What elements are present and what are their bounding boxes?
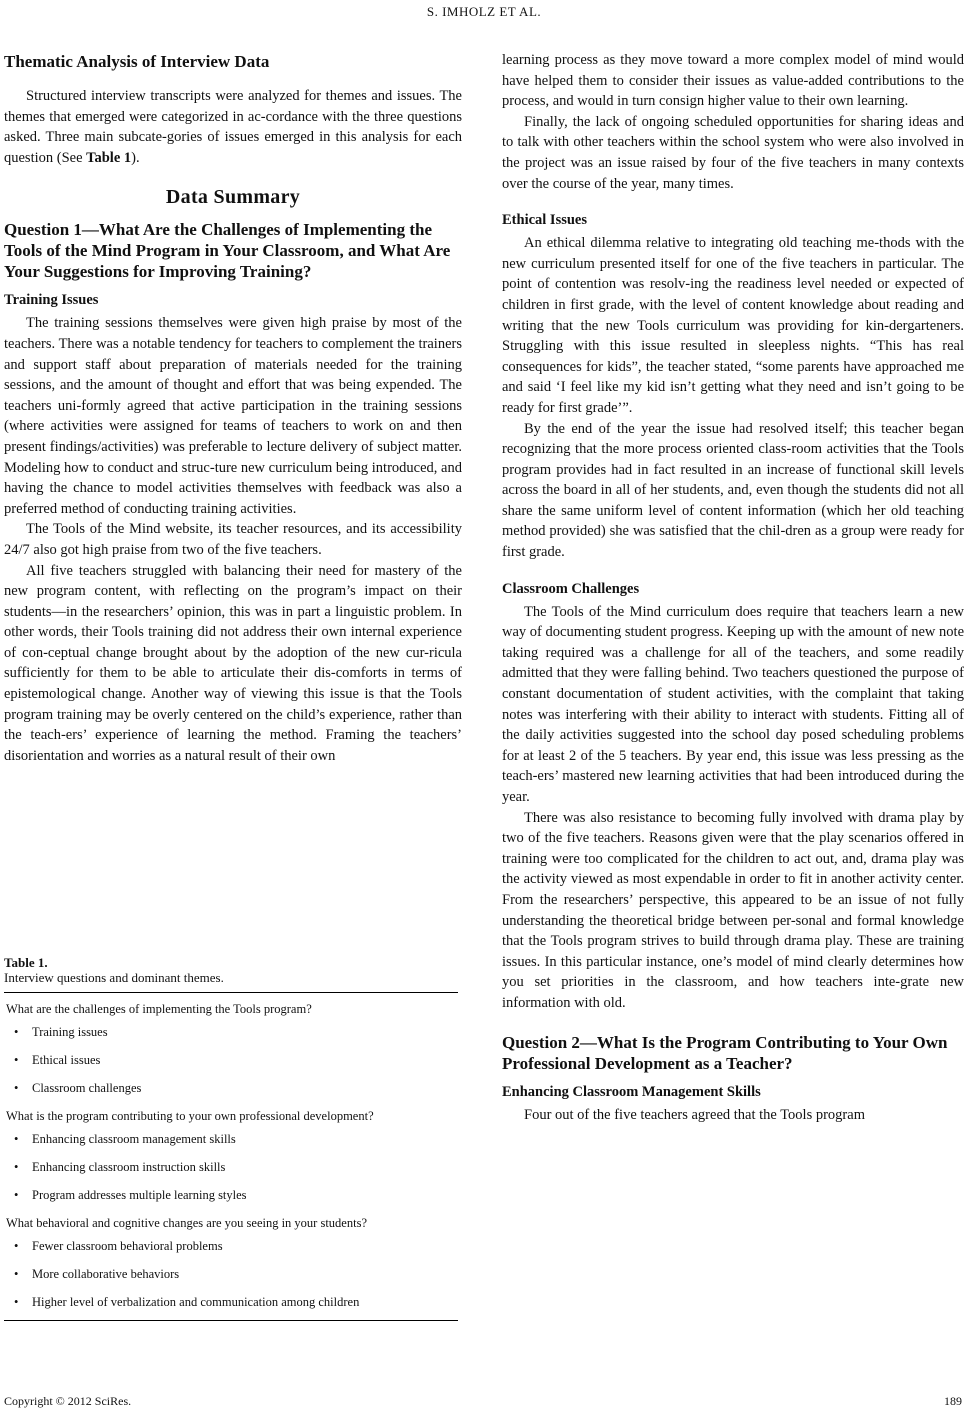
table-item-text: Program addresses multiple learning styles bbox=[32, 1188, 247, 1202]
table-item bbox=[14, 1132, 458, 1147]
thematic-analysis-paragraph bbox=[4, 86, 462, 168]
thematic-para-tail: ). bbox=[131, 149, 140, 166]
continued-paragraph: learning process as they move toward a more complex model of mind would have helped them to consider their issues as value-added contributions to the process, and would in turn consign higher value to their own learning. bbox=[502, 52, 964, 110]
classroom-paragraph-1: The Tools of the Mind curriculum does require that teachers learn a new way of documenting student progress. Keeping up with the amount of new note taking required was a challenge for all of the teachers, and some readily admitted that they were falling behind. Two teachers questioned the purpose of constant documentation of student activities, with the complaint that taking notes was interfering with their ability to interact with students. Fitting all of the daily activities suggested into the school day posed scheduling problems for at least 2 of the 5 teachers. By year end, this issue was less pressing as the teach-ers’ mastered new learning activities that had been introduced during the year. bbox=[502, 603, 964, 805]
copyright-notice: Copyright © 2012 SciRes. bbox=[4, 1394, 132, 1408]
classroom-challenges-heading: Classroom Challenges bbox=[502, 580, 640, 597]
thematic-analysis-heading: Thematic Analysis of Interview Data bbox=[4, 52, 270, 71]
table-item bbox=[14, 1267, 458, 1282]
spacer bbox=[502, 563, 964, 581]
question-2-heading: Question 2—What Is the Program Contributing to Your Own Professional Development as a Teacher? bbox=[502, 1032, 948, 1073]
left-column bbox=[4, 52, 462, 766]
ethical-paragraph-1: An ethical dilemma relative to integrating old teaching me-thods with the new curriculum presented itself for one of the five teachers in particular. The point of contention was resolv-ing the readiness level needed or expected of children in first grade, with the level of content knowledge about reading and writing that the new Tools curriculum was providing for kin-dergarteners. Struggling with this issue resulted in sleepless nights. “This has real consequences for kids”, the teacher stated, “some parents have approached me and said ‘I feel like my kid isn’t getting what they need and isn’t going to be ready for first grade’”. bbox=[502, 235, 964, 416]
table-item bbox=[14, 1239, 458, 1254]
classroom-management-heading: Enhancing Classroom Management Skills bbox=[502, 1083, 761, 1100]
question-1-heading: Question 1—What Are the Challenges of Implementing the Tools of the Mind Program in Your Classroom, and What Are Your Suggestions for Improving Training? bbox=[4, 220, 451, 282]
bullet-icon: • bbox=[14, 1188, 19, 1202]
table-item-text: Classroom challenges bbox=[32, 1081, 142, 1095]
data-summary-heading: Data Summary bbox=[165, 186, 301, 209]
management-paragraph: Four out of the five teachers agreed that the Tools program bbox=[524, 1106, 865, 1123]
table-1 bbox=[4, 955, 458, 1321]
bullet-icon: • bbox=[14, 1132, 19, 1146]
bullet-icon: • bbox=[14, 1025, 19, 1039]
bullet-icon: • bbox=[14, 1160, 19, 1174]
running-head: S. IMHOLZ ET AL. bbox=[426, 4, 542, 19]
right-column bbox=[502, 50, 964, 1125]
table-item bbox=[14, 1081, 458, 1096]
table-item bbox=[14, 1160, 458, 1175]
table-caption: Interview questions and dominant themes. bbox=[4, 970, 224, 985]
spacer bbox=[502, 194, 964, 212]
classroom-paragraph-2: There was also resistance to becoming fully involved with drama play by two of the five teachers. Reasons given were that the play scenarios offered in training were too complicated for the children to act out, and, drama play was the activity viewed as most expendable in order to fit in another activity center. From the researchers’ perspective, this appeared to be an issue of not fully understanding the theoretical bridge between per-sonal and formal knowledge that the Tools program strives to build through drama play. These are training issues. In this particular instance, one’s model of mind clearly determines how you set priorities in the classroom, and how teachers inte-grate new information with old. bbox=[502, 809, 964, 1011]
thematic-para-text: Structured interview transcripts were analyzed for themes and issues. The themes that emerged were categorized in ac-cordance with the three questions asked. Three main subcate-gories of issues emerged in this analysis for each question (See bbox=[4, 88, 462, 166]
sharing-paragraph: Finally, the lack of ongoing scheduled opportunities for sharing ideas and to talk with other teachers within the school system who were also involved in the project was an issue raised by four of the five teachers in many contexts over the course of the year, many times. bbox=[502, 113, 964, 192]
training-paragraph-3: All five teachers struggled with balancing their need for mastery of the new program content, with reflecting on the program’s impact on their students—in the researchers’ opinion, this was in part a linguistic problem. In other words, their Tools training did not address their own internal experience of con-ceptual change brought about by the adoption of the new cur-ricula sufficiently for them to be able to articulate their dis-comforts in terms of epistemological change. Another way of viewing this issue is that the Tools program training may be overly centered on the child’s experience, rather than the teach-ers’ experience of learning the method. Framing the teachers’ disorientation and worries as a natural result of their own bbox=[4, 562, 462, 764]
spacer bbox=[502, 1014, 964, 1032]
table-item bbox=[14, 1295, 458, 1310]
table-item bbox=[14, 1053, 458, 1068]
bullet-icon: • bbox=[14, 1295, 19, 1309]
table-label: Table 1. bbox=[4, 955, 48, 970]
table-item bbox=[14, 1188, 458, 1203]
table-question: What behavioral and cognitive changes are you seeing in your students? bbox=[6, 1216, 367, 1230]
bullet-icon: • bbox=[14, 1239, 19, 1253]
bullet-icon: • bbox=[14, 1081, 19, 1095]
table-item-text: Enhancing classroom instruction skills bbox=[32, 1160, 226, 1174]
training-paragraph-2: The Tools of the Mind website, its teacher resources, and its accessibility 24/7 also got high praise from two of the five teachers. bbox=[4, 521, 462, 558]
table-item-text: Ethical issues bbox=[32, 1053, 101, 1067]
page-number: 189 bbox=[944, 1394, 962, 1408]
table-item-text: More collaborative behaviors bbox=[32, 1267, 180, 1281]
ethical-issues-heading: Ethical Issues bbox=[502, 212, 588, 229]
table-body bbox=[4, 992, 458, 1321]
training-issues-heading: Training Issues bbox=[4, 292, 99, 309]
table-item bbox=[14, 1025, 458, 1040]
training-paragraph-1: The training sessions themselves were given high praise by most of the teachers. There was a notable tendency for teachers to complement the trainers and support staff about preparation of materials needed for the training sessions, and the amount of thought and effort that was being expended. The teachers uni-formly agreed that active participation in the training sessions (where activities were assigned for teams of teachers to work on and then present findings/activities) was preferable to lecture delivery of subject matter. Modeling how to conduct and struc-ture new curriculum being introduced, and having the chance to model activities themselves with feedback was also a preferred method of conducting training activities. bbox=[4, 315, 462, 517]
bullet-icon: • bbox=[14, 1053, 19, 1067]
table-item-text: Enhancing classroom management skills bbox=[32, 1132, 236, 1146]
table-question: What is the program contributing to your own professional development? bbox=[6, 1109, 374, 1123]
bullet-icon: • bbox=[14, 1267, 19, 1281]
table-1-reference[interactable]: Table 1 bbox=[86, 149, 132, 166]
table-question: What are the challenges of implementing the Tools program? bbox=[6, 1002, 312, 1016]
table-item-text: Fewer classroom behavioral problems bbox=[32, 1239, 223, 1253]
ethical-paragraph-2: By the end of the year the issue had resolved itself; this teacher began recognizing that the more process oriented class-room activities that the Tools program provides had in fact resulted in an increase of functional skill levels across the board in all of her students, and, even though the students did not all share the same uniform level of content information (which her old teaching method provided) she was satisfied that the chil-dren as a group were ready for first grade. bbox=[502, 420, 964, 561]
table-item-text: Training issues bbox=[32, 1025, 108, 1039]
table-item-text: Higher level of verbalization and communication among children bbox=[32, 1295, 360, 1309]
